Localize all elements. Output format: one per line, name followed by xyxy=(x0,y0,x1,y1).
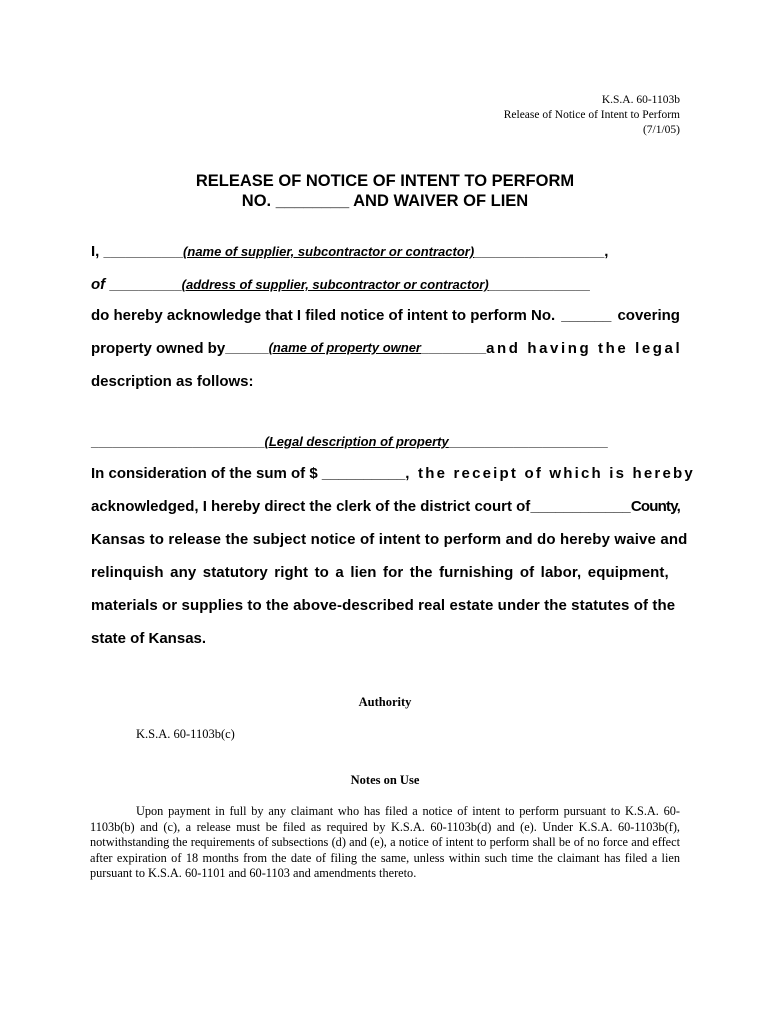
property-owner-field[interactable]: ______(name of property owner_________ xyxy=(225,340,487,355)
direct-clerk-line xyxy=(91,498,680,515)
of-prefix: of xyxy=(91,276,106,293)
acknowledge-line xyxy=(91,307,680,324)
claimant-address-placeholder: (address of supplier, subcontractor or contractor) xyxy=(181,277,489,292)
materials-line: materials or supplies to the above-described real estate under the statutes of the xyxy=(91,597,676,614)
form-date: (7/1/05) xyxy=(642,124,680,136)
county-word: County, xyxy=(630,498,680,515)
i-prefix: I, xyxy=(91,243,100,260)
waiver-label: AND WAIVER OF LIEN xyxy=(353,192,529,210)
having-legal-text: and having the legal xyxy=(486,340,683,357)
consideration-text: In consideration of the sum of $ __________ xyxy=(91,465,406,482)
relinquish-line: relinquish any statutory right to a lien for the furnishing of labor, equipment, xyxy=(91,564,669,581)
legal-description-placeholder: (Legal description of property xyxy=(264,434,449,449)
legal-description-line xyxy=(91,433,680,450)
sum-field[interactable]: __________ xyxy=(321,465,406,482)
authority-citation: K.S.A. 60-1103b(c) xyxy=(136,727,235,741)
document-subtitle xyxy=(0,192,770,211)
direct-clerk-text: acknowledged, I hereby direct the clerk of the district court of xyxy=(91,498,531,515)
notice-number-field[interactable]: ______ xyxy=(561,307,612,324)
notice-number-label: NO. xyxy=(241,192,272,210)
header-reference xyxy=(504,93,680,138)
receipt-text: , the receipt of which is hereby xyxy=(405,465,695,482)
authority-heading: Authority xyxy=(358,695,412,709)
notes-paragraph: Upon payment in full by any claimant who has filed a notice of intent to perform pursuant to K.S.A. 60-1103b(b) and (c), a release must be filed as required by K.S.A. 60-1103b(d) and (e). Under K.S.A. 60-1103b(f), notwithstanding the requirements of subsections (d) and (e), a notice of intent to perform shall be of no force and effect after expiration of 18 months from the date of filing the same, unless within such time the claimant has filed a lien pursuant to K.S.A. 60-1101 and 60-1103 and amendments thereto. xyxy=(90,804,680,880)
notice-number-blank[interactable]: ________ xyxy=(275,192,350,210)
form-name: Release of Notice of Intent to Perform xyxy=(503,109,680,121)
claimant-address-line xyxy=(91,276,680,293)
claimant-name-line xyxy=(91,243,680,260)
i-suffix: , xyxy=(604,243,609,260)
property-owner-line xyxy=(91,340,683,357)
claimant-name-placeholder: (name of supplier, subcontractor or contractor) xyxy=(183,244,475,259)
description-line: description as follows: xyxy=(91,373,254,390)
state-line: state of Kansas. xyxy=(91,630,207,647)
claimant-address-field[interactable]: __________(address of supplier, subcontractor or contractor)______________ xyxy=(109,277,590,292)
statute-reference: K.S.A. 60-1103b xyxy=(601,94,680,106)
county-field[interactable]: ____________ xyxy=(530,498,631,515)
document-title: RELEASE OF NOTICE OF INTENT TO PERFORM xyxy=(195,172,575,190)
claimant-name-field[interactable]: ___________(name of supplier, subcontractor or contractor)__________________ xyxy=(103,244,605,259)
legal-description-field[interactable]: ________________________(Legal description of property______________________ xyxy=(91,434,608,449)
covering-text: covering xyxy=(617,307,680,324)
kansas-release-line: Kansas to release the subject notice of intent to perform and do hereby waive and xyxy=(91,531,688,548)
property-owned-text: property owned by xyxy=(91,340,226,357)
property-owner-placeholder: (name of property owner xyxy=(268,340,421,355)
notes-heading: Notes on Use xyxy=(350,773,420,787)
consideration-line xyxy=(91,465,695,482)
acknowledge-text: do hereby acknowledge that I filed notice of intent to perform No. xyxy=(91,307,556,324)
